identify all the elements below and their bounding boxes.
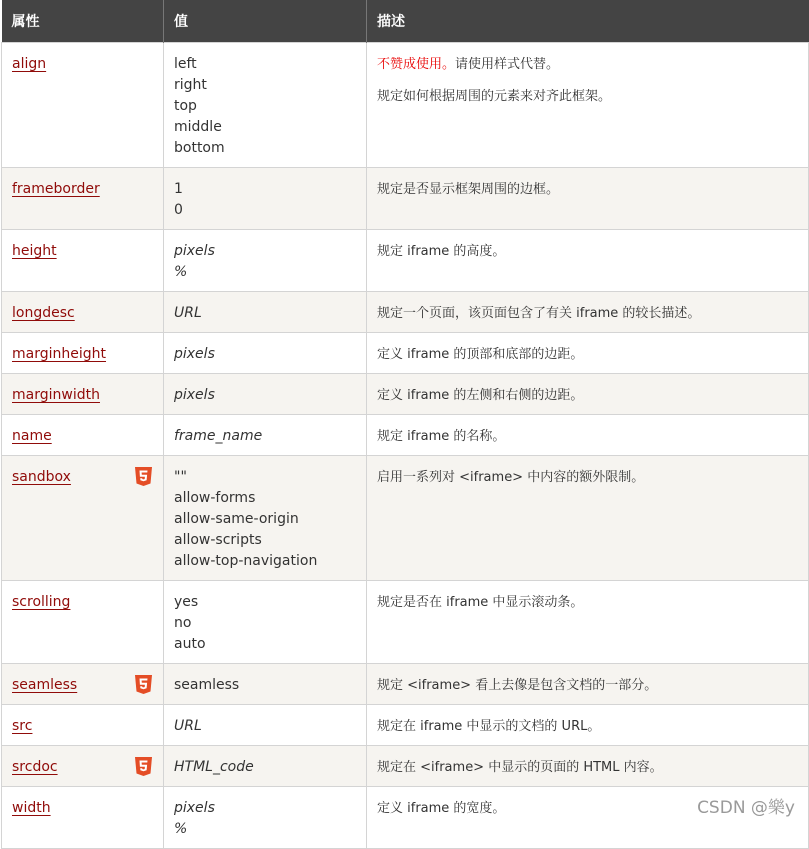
attribute-cell (2, 230, 164, 292)
description-text: 规定是否显示框架周围的边框。 (377, 182, 560, 197)
table-row (2, 292, 809, 333)
description-cell (367, 705, 809, 746)
table-header (2, 0, 809, 43)
table-row (2, 333, 809, 374)
description-cell (367, 374, 809, 415)
description-cell (367, 43, 809, 168)
value-cell (164, 415, 367, 456)
attribute-link-width[interactable]: width (12, 800, 51, 816)
deprecated-warning: 不赞成使用。 (377, 57, 456, 72)
iframe-attributes-table (1, 0, 809, 849)
attribute-link-longdesc[interactable]: longdesc (12, 305, 75, 321)
attribute-cell (2, 43, 164, 168)
value-cell (164, 374, 367, 415)
value-cell (164, 787, 367, 849)
header-attribute: 属性 (2, 0, 164, 43)
header-description: 描述 (367, 0, 809, 43)
value-item: no (174, 615, 192, 631)
description-cell (367, 292, 809, 333)
value-cell (164, 43, 367, 168)
value-item: 1 (174, 181, 183, 197)
value-item: URL (174, 305, 202, 321)
value-item: HTML_code (174, 759, 254, 775)
description-text: 规定 <iframe> 看上去像是包含文档的一部分。 (377, 678, 658, 693)
description-text: 规定在 <iframe> 中显示的页面的 HTML 内容。 (377, 760, 663, 775)
table-row (2, 456, 809, 581)
header-value: 值 (164, 0, 367, 43)
attribute-link-scrolling[interactable]: scrolling (12, 594, 71, 610)
description-text: 规定 iframe 的高度。 (377, 244, 506, 259)
value-item: left (174, 56, 197, 72)
attribute-cell (2, 292, 164, 333)
value-item: allow-same-origin (174, 511, 299, 527)
description-text: 规定 iframe 的名称。 (377, 429, 506, 444)
csdn-watermark: CSDN @樂y (697, 798, 795, 818)
value-cell (164, 333, 367, 374)
description-text: 启用一系列对 <iframe> 中内容的额外限制。 (377, 470, 645, 485)
attribute-link-seamless[interactable]: seamless (12, 677, 78, 693)
value-item: pixels (174, 346, 215, 362)
description-text: 定义 iframe 的左侧和右侧的边距。 (377, 388, 584, 403)
description-text: 规定在 iframe 中显示的文档的 URL。 (377, 719, 601, 734)
description-text: 规定如何根据周围的元素来对齐此框架。 (377, 89, 612, 104)
attribute-cell (2, 456, 164, 581)
value-item: bottom (174, 140, 225, 156)
value-item: pixels (174, 800, 215, 816)
value-item: pixels (174, 243, 215, 259)
html5-icon (135, 757, 152, 776)
deprecation-note (377, 54, 798, 75)
value-item: middle (174, 119, 222, 135)
attribute-cell (2, 374, 164, 415)
description-cell (367, 333, 809, 374)
attribute-cell (2, 664, 164, 705)
table-row (2, 43, 809, 168)
table-row (2, 705, 809, 746)
value-item: frame_name (174, 428, 263, 444)
header-row (2, 0, 809, 43)
value-cell (164, 664, 367, 705)
attribute-link-marginheight[interactable]: marginheight (12, 346, 107, 362)
value-item: top (174, 98, 197, 114)
value-cell (164, 456, 367, 581)
value-item: URL (174, 718, 202, 734)
description-cell (367, 415, 809, 456)
attribute-link-sandbox[interactable]: sandbox (12, 469, 71, 485)
attribute-cell (2, 333, 164, 374)
table-row (2, 746, 809, 787)
deprecated-advice: 请使用样式代替。 (455, 57, 560, 72)
attribute-link-marginwidth[interactable]: marginwidth (12, 387, 100, 403)
description-text: 定义 iframe 的宽度。 (377, 801, 506, 816)
description-text: 规定是否在 iframe 中显示滚动条。 (377, 595, 584, 610)
description-text: 规定一个页面，该页面包含了有关 iframe 的较长描述。 (377, 306, 701, 321)
value-item: seamless (174, 677, 240, 693)
attribute-cell (2, 168, 164, 230)
description-text: 定义 iframe 的顶部和底部的边距。 (377, 347, 584, 362)
attribute-cell (2, 746, 164, 787)
value-item: % (174, 264, 188, 280)
description-cell (367, 664, 809, 705)
description-cell (367, 168, 809, 230)
table-row (2, 168, 809, 230)
value-cell (164, 168, 367, 230)
table-body (2, 43, 809, 849)
table-row (2, 787, 809, 849)
attribute-cell (2, 581, 164, 664)
attribute-link-height[interactable]: height (12, 243, 57, 259)
value-item: allow-scripts (174, 532, 262, 548)
attribute-cell (2, 787, 164, 849)
value-item: auto (174, 636, 206, 652)
table-row (2, 374, 809, 415)
value-cell (164, 746, 367, 787)
table-row (2, 415, 809, 456)
description-cell (367, 230, 809, 292)
attribute-cell (2, 415, 164, 456)
description-cell (367, 581, 809, 664)
value-item: pixels (174, 387, 215, 403)
value-item: allow-forms (174, 490, 256, 506)
value-item: 0 (174, 202, 183, 218)
attribute-link-srcdoc[interactable]: srcdoc (12, 759, 58, 775)
table-row (2, 664, 809, 705)
value-cell (164, 705, 367, 746)
attribute-link-align[interactable]: align (12, 56, 47, 72)
value-item: yes (174, 594, 199, 610)
description-cell (367, 456, 809, 581)
value-item: allow-top-navigation (174, 553, 318, 569)
attribute-link-src[interactable]: src (12, 718, 33, 734)
value-item: "" (174, 469, 187, 485)
attribute-link-name[interactable]: name (12, 428, 52, 444)
html5-icon (135, 675, 152, 694)
attribute-link-frameborder[interactable]: frameborder (12, 181, 100, 197)
value-item: % (174, 821, 188, 837)
description-cell (367, 746, 809, 787)
table-row (2, 230, 809, 292)
table-row (2, 581, 809, 664)
attribute-cell (2, 705, 164, 746)
value-cell (164, 581, 367, 664)
html5-icon (135, 467, 152, 486)
value-cell (164, 292, 367, 333)
value-item: right (174, 77, 207, 93)
value-cell (164, 230, 367, 292)
